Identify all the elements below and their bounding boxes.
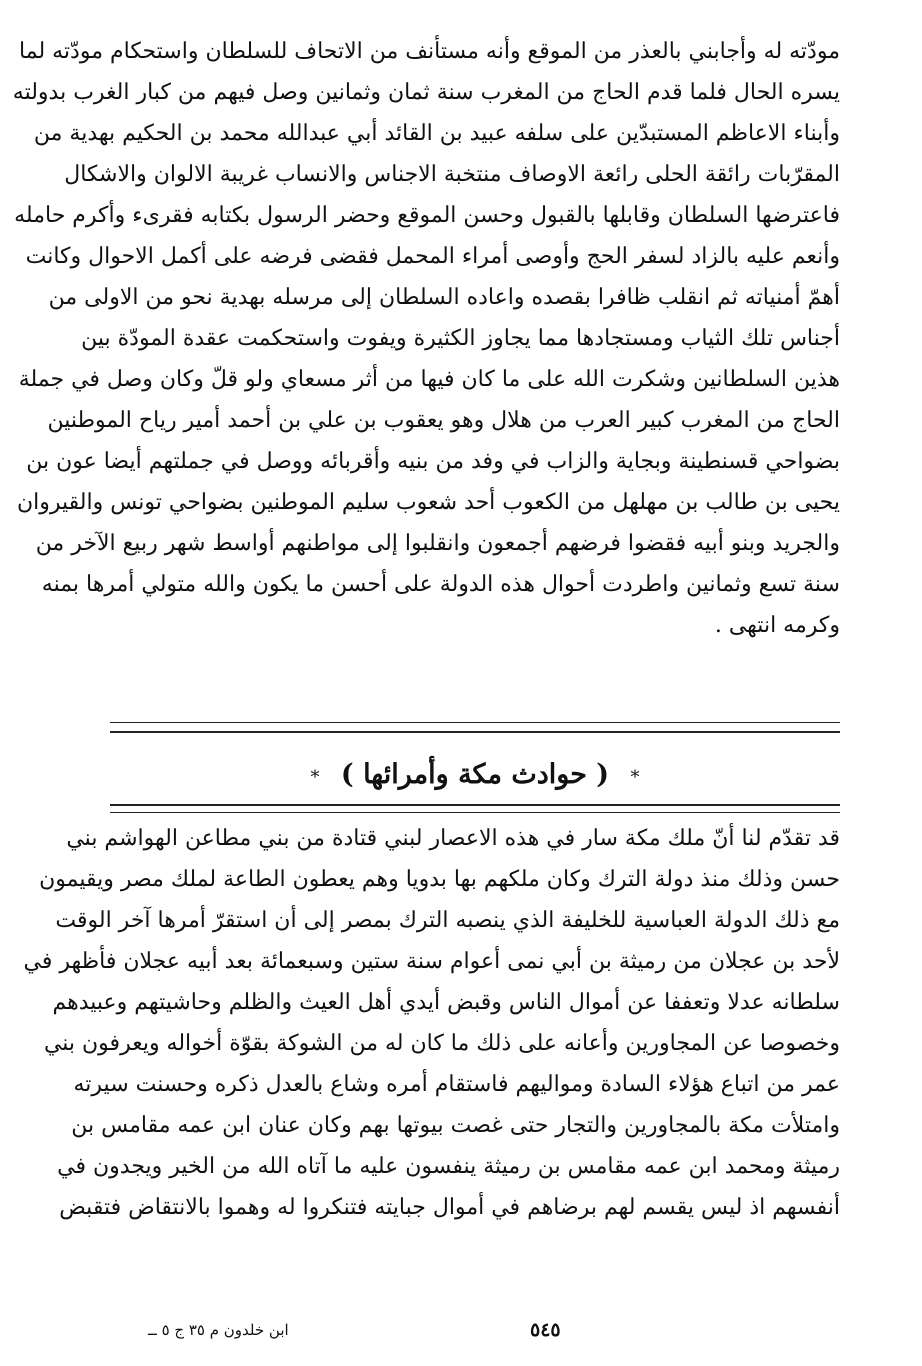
heading-rule-bottom-2 (110, 812, 840, 813)
text-line: وخصوصا عن المجاورين وأعانه على ذلك ما كان له من الشوكة بقوّة أخواله ويعرفون بني (43, 1031, 840, 1056)
page-number: ٥٤٥ (530, 1319, 561, 1341)
text-line: بضواحي قسنطينة وبجاية والزاب في وفد من بنيه وأقربائه ووصل في جملتهم أيضا عون بن (26, 449, 840, 474)
text-line: سنة تسع وثمانين واطردت أحوال هذه الدولة على أحسن ما يكون والله متولي أمرها بمنه (41, 572, 840, 597)
text-line: عمر من اتباع هؤلاء السادة ومواليهم فاستقام أمره وشاع بالعدل ذكره وحسنت سيرته (73, 1072, 840, 1097)
heading-star-left: * (310, 767, 320, 788)
heading-star-right: * (630, 767, 640, 788)
text-line: الحاج من المغرب كبير العرب من هلال وهو يعقوب بن علي بن أحمد أمير رياح الموطنين (47, 408, 840, 433)
text-line: وأنعم عليه بالزاد لسفر الحج وأوصى أمراء المحمل فقضى فرضه على أكمل الاحوال وكانت (25, 244, 840, 269)
text-line: يحيى بن طالب بن مهلهل من الكعوب أحد شعوب سليم الموطنين بضواحي تونس والقيروان (17, 490, 840, 515)
text-line: يسره الحال فلما قدم الحاج من المغرب سنة ثمان وثمانين وصل فيهم من كبار الغرب بدولته (12, 80, 840, 105)
section-heading (110, 750, 840, 800)
text-line: وأبناء الاعاظم المستبدّين على سلفه عبيد بن القائد أبي عبدالله محمد بن الحكيم بهدية من (33, 121, 840, 146)
text-line: مودّته له وأجابني بالعذر من الموقع وأنه مستأنف من الاتحاف للسلطان واستحكام مودّته لما (19, 39, 840, 64)
text-line: رميثة ومحمد ابن عمه مقامس بن رميثة ينفسون عليه ما آتاه الله من الخير ويجدون في (57, 1154, 840, 1179)
text-line: هذين السلطانين وشكرت الله على ما كان فيها من أثر مسعاي ولو قلّ وكان وصل في جملة (18, 367, 840, 392)
text-line: أنفسهم اذ ليس يقسم لهم برضاهم في أموال جبايته فتنكروا له وهموا بالانتقاض فتقبض (59, 1195, 840, 1220)
footer-signature: ابن خلدون م ٣٥ ج ٥ ــ (148, 1321, 289, 1339)
heading-rule-top-2 (110, 731, 840, 733)
text-block-2 (23, 818, 840, 1228)
heading-rule-top-1 (110, 722, 840, 723)
text-line: المقرّبات رائقة الحلى رائعة الاوصاف منتخبة الاجناس والانساب غريبة الالوان والاشكال (64, 162, 840, 187)
text-block-1 (12, 31, 840, 646)
text-line: حسن وذلك منذ دولة الترك وكان ملكهم بها بدويا وهم يعطون الطاعة لملك مصر ويقيمون (39, 867, 840, 892)
text-line: أهمّ أمنياته ثم انقلب ظافرا بقصده واعاده السلطان إلى مرسله بهدية نحو من الاولى من (48, 285, 840, 310)
text-line: لأحد بن عجلان من رميثة بن أبي نمى أعوام سنة ستين وسبعمائة بعد أبيه عجلان فأظهر في (23, 949, 840, 974)
text-line: مع ذلك الدولة العباسية للخليفة الذي ينصبه الترك بمصر إلى أن استقرّ أمرها آخر الوقت (55, 908, 840, 933)
text-line: سلطانه عدلا وتعففا عن أموال الناس وقبض أيدي أهل العيث والظلم وحاشيتهم وعبيدهم (52, 990, 840, 1015)
text-line: وامتلأت مكة بالمجاورين والتجار حتى غصت بيوتها بهم وكان عنان ابن عمه مقامس بن (71, 1113, 840, 1138)
heading-rule-bottom-1 (110, 804, 840, 806)
text-line: أجناس تلك الثياب ومستجادها مما يجاوز الكثيرة ويفوت واستحكمت عقدة المودّة بين (81, 326, 840, 351)
text-line: والجريد وبنو أبيه فقضوا فرضهم أجمعون وانقلبوا إلى مواطنهم أواسط شهر ربيع الآخر من (35, 531, 840, 556)
text-line: قد تقدّم لنا أنّ ملك مكة سار في هذه الاعصار لبني قتادة من بني مطاعن الهواشم بني (66, 826, 840, 851)
heading-title: ( حوادث مكة وأمرائها ) (340, 759, 610, 790)
text-line: فاعترضها السلطان وقابلها بالقبول وحسن الموقع وحضر الرسول بكتابه فقرىء وأكرم حامله (14, 203, 840, 228)
text-line: وكرمه انتهى . (714, 613, 840, 638)
page-footer (110, 1315, 840, 1345)
